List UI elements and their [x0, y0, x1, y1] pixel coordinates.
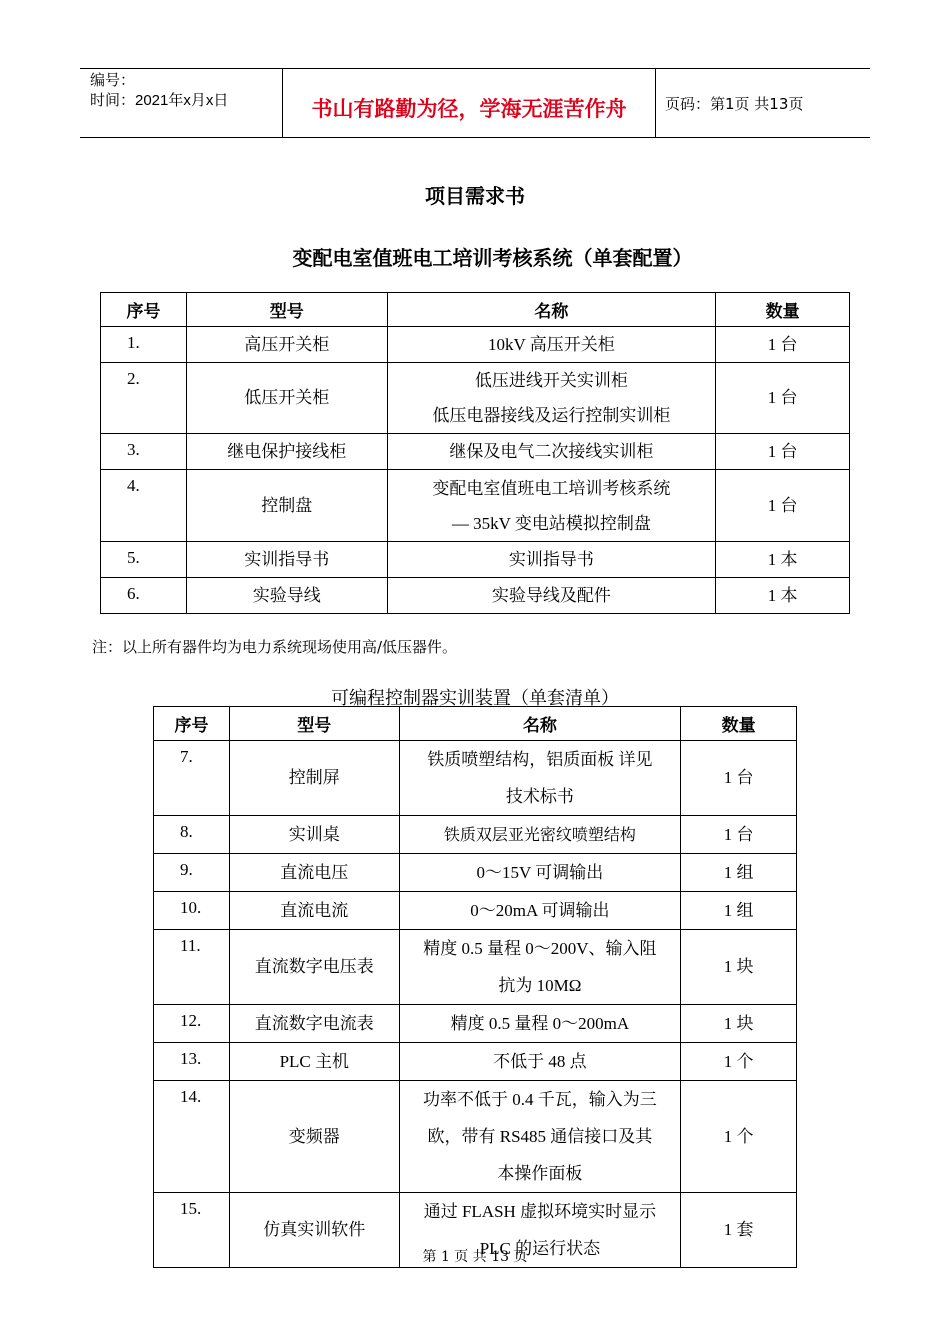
name-cell	[399, 930, 681, 1005]
row-number: 11.	[154, 930, 230, 1005]
row-number: 12.	[154, 1005, 230, 1043]
name-line: 实训指导书	[508, 550, 594, 569]
name-line: 继保及电气二次接线实训柜	[449, 442, 654, 461]
quantity-cell: 1 台	[716, 363, 850, 434]
name-cell	[387, 327, 716, 363]
row-number: 8.	[154, 816, 230, 854]
row-number: 9.	[154, 854, 230, 892]
name-cell	[399, 892, 681, 930]
table-row	[101, 542, 850, 578]
table-row	[101, 327, 850, 363]
table-row	[154, 741, 797, 816]
section2-title: 可编程控制器实训装置（单套清单）	[331, 688, 619, 708]
model-cell: 控制盘	[186, 470, 387, 542]
row-number: 3.	[101, 434, 187, 470]
model-cell: PLC 主机	[229, 1043, 399, 1081]
header-meta	[90, 71, 280, 111]
config-table	[100, 292, 850, 614]
model-cell: 实训桌	[229, 816, 399, 854]
name-cell	[399, 816, 681, 854]
name-cell	[387, 363, 716, 434]
name-line: 通过 FLASH 虚拟环境实时显示	[423, 1202, 657, 1221]
time-label: 时间：2021年x月x日	[90, 92, 229, 109]
name-line: 技术标书	[505, 787, 574, 806]
model-cell: 高压开关柜	[186, 327, 387, 363]
table-row	[154, 1043, 797, 1081]
quantity-cell: 1 台	[716, 470, 850, 542]
row-number: 10.	[154, 892, 230, 930]
row-number: 13.	[154, 1043, 230, 1081]
row-number: 1.	[101, 327, 187, 363]
table-note: 注：以上所有器件均为电力系统现场使用高/低压器件。	[92, 638, 458, 656]
model-cell: 低压开关柜	[186, 363, 387, 434]
table-row	[154, 892, 797, 930]
column-header: 名称	[399, 707, 681, 741]
quantity-cell: 1 台	[681, 816, 797, 854]
row-number: 2.	[101, 363, 187, 434]
name-cell	[387, 434, 716, 470]
name-cell	[399, 1081, 681, 1193]
name-line: 变配电室值班电工培训考核系统	[432, 478, 671, 498]
code-label: 编号：	[90, 72, 136, 89]
name-line: — 35kV 变电站模拟控制盘	[451, 513, 651, 533]
table-row	[101, 434, 850, 470]
name-line: 铁质喷塑结构，铝质面板 详见	[427, 750, 653, 769]
name-line: 实验导线及配件	[491, 586, 611, 605]
page-header	[80, 68, 870, 138]
name-line: 0～20mA 可调输出	[470, 901, 610, 920]
quantity-cell: 1 个	[681, 1043, 797, 1081]
document-title: 项目需求书	[425, 184, 525, 208]
column-header: 型号	[229, 707, 399, 741]
table-row	[154, 1005, 797, 1043]
quantity-cell: 1 台	[681, 741, 797, 816]
name-line: 铁质双层亚光密纹喷塑结构	[443, 825, 636, 844]
row-number: 5.	[101, 542, 187, 578]
row-number: 6.	[101, 578, 187, 614]
name-cell	[399, 1043, 681, 1081]
name-cell	[387, 542, 716, 578]
column-header: 数量	[716, 293, 850, 327]
model-cell: 仿真实训软件	[229, 1193, 399, 1268]
name-line: 低压进线开关实训柜	[474, 371, 628, 390]
quantity-cell: 1 台	[716, 327, 850, 363]
page-footer: 第 1 页 共 13 页	[422, 1249, 528, 1265]
quantity-cell: 1 块	[681, 1005, 797, 1043]
model-cell: 变频器	[229, 1081, 399, 1193]
column-header: 名称	[387, 293, 716, 327]
quantity-cell: 1 套	[681, 1193, 797, 1268]
table-row	[154, 816, 797, 854]
quantity-cell: 1 台	[716, 434, 850, 470]
quantity-cell: 1 个	[681, 1081, 797, 1193]
header-motto: 书山有路勤为径，学海无涯苦作舟	[311, 97, 627, 121]
row-number: 15.	[154, 1193, 230, 1268]
name-line: 精度 0.5 量程 0～200mA	[450, 1014, 630, 1033]
table-row	[154, 930, 797, 1005]
name-line: 欧，带有 RS485 通信接口及其	[427, 1127, 653, 1146]
name-line: 本操作面板	[497, 1164, 583, 1183]
name-cell	[387, 470, 716, 542]
name-line: 不低于 48 点	[493, 1052, 587, 1071]
model-cell: 直流数字电压表	[229, 930, 399, 1005]
row-number: 7.	[154, 741, 230, 816]
quantity-cell: 1 本	[716, 542, 850, 578]
row-number: 14.	[154, 1081, 230, 1193]
table-row	[101, 363, 850, 434]
table-header-row	[101, 293, 850, 327]
name-line: PLC 的运行状态	[479, 1239, 601, 1258]
quantity-cell: 1 组	[681, 892, 797, 930]
table-row	[154, 1081, 797, 1193]
name-cell	[399, 854, 681, 892]
section1-title: 变配电室值班电工培训考核系统（单套配置）	[292, 246, 693, 270]
name-cell	[399, 1005, 681, 1043]
model-cell: 控制屏	[229, 741, 399, 816]
model-cell: 直流数字电流表	[229, 1005, 399, 1043]
model-cell: 直流电压	[229, 854, 399, 892]
column-header: 数量	[681, 707, 797, 741]
column-header: 型号	[186, 293, 387, 327]
equipment-table	[153, 706, 797, 1268]
header-divider	[655, 69, 656, 137]
quantity-cell: 1 块	[681, 930, 797, 1005]
table-row	[101, 470, 850, 542]
model-cell: 实验导线	[186, 578, 387, 614]
model-cell: 直流电流	[229, 892, 399, 930]
column-header: 序号	[154, 707, 230, 741]
quantity-cell: 1 本	[716, 578, 850, 614]
name-cell	[387, 578, 716, 614]
name-line: 功率不低于 0.4 千瓦，输入为三	[423, 1090, 657, 1109]
name-line: 精度 0.5 量程 0～200V、输入阻	[423, 939, 657, 958]
name-cell	[399, 741, 681, 816]
row-number: 4.	[101, 470, 187, 542]
name-line: 10kV 高压开关柜	[488, 335, 615, 354]
header-page-info: 页码：第1页 共13页	[665, 95, 804, 113]
model-cell: 继电保护接线柜	[186, 434, 387, 470]
table-header-row	[154, 707, 797, 741]
name-line: 低压电器接线及运行控制实训柜	[432, 406, 671, 425]
quantity-cell: 1 组	[681, 854, 797, 892]
model-cell: 实训指导书	[186, 542, 387, 578]
name-line: 0～15V 可调输出	[476, 863, 604, 882]
table-row	[101, 578, 850, 614]
table-row	[154, 854, 797, 892]
column-header: 序号	[101, 293, 187, 327]
name-line: 抗为 10MΩ	[498, 976, 582, 995]
